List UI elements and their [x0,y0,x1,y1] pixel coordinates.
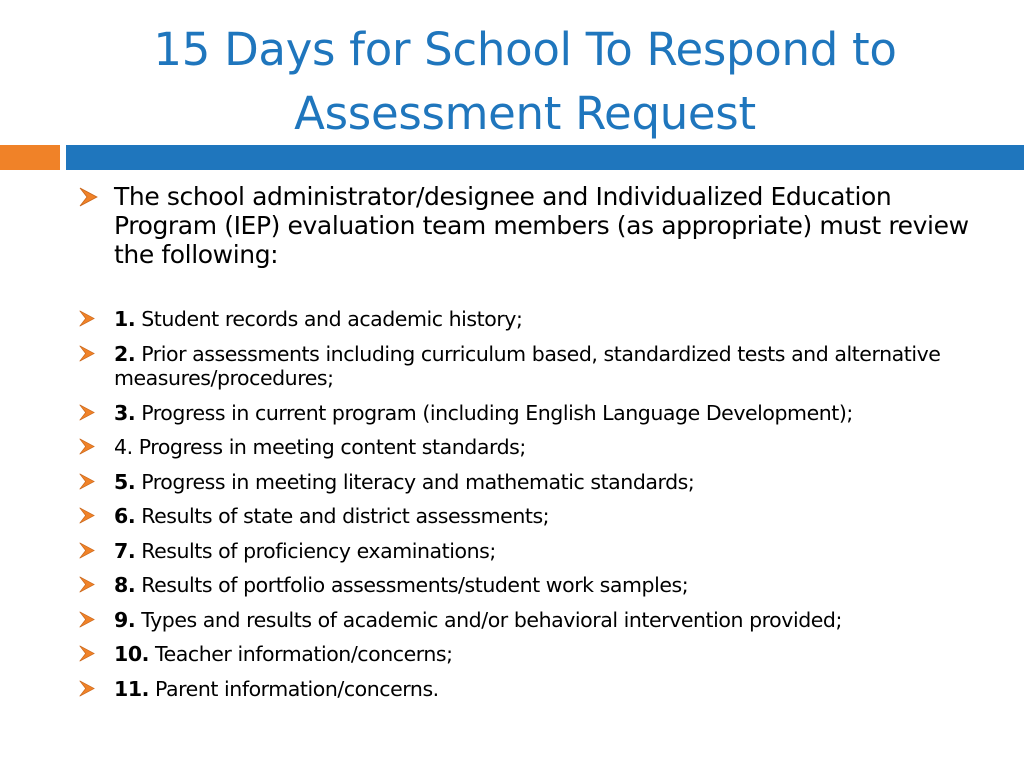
list-item-text [114,539,496,564]
list-item-text [114,573,688,598]
list-item [78,435,978,460]
list-item-number: 2. [114,341,136,366]
list-item-number: 9. [114,607,136,632]
arrowhead-bullet-icon [78,576,95,593]
list-item-number: 7. [114,538,136,563]
list-item-text [114,435,526,460]
list-item [78,342,978,391]
intro-text: The school administrator/designee and Individualized Education Program (IEP) evaluation team members (as appropriate) must review the following: [114,182,969,269]
list-item-number: 6. [114,504,136,528]
list-item [78,608,978,633]
list-item [78,677,978,702]
arrowhead-bullet-icon [78,473,95,490]
arrowhead-bullet-icon [78,310,95,327]
list-item-number: 11. [114,676,149,701]
list-item [78,642,978,667]
list-item-description: Types and results of academic and/or behavioral intervention provided; [135,607,842,632]
arrowhead-bullet-icon [78,645,95,662]
list-item-description: Results of state and district assessments; [135,504,550,528]
list-item-number: 4. [114,435,133,459]
list-item-number: 5. [114,469,136,494]
arrowhead-bullet-icon [78,611,95,628]
arrowhead-bullet-icon [78,680,95,697]
list-item-description: Teacher information/concerns; [148,642,453,666]
list-item-description: Student records and academic history; [135,307,523,331]
arrowhead-bullet-icon [78,542,95,559]
slide-content [78,182,978,711]
list-item-description: Results of portfolio assessments/student work samples; [135,573,689,597]
list-item-text [114,677,439,702]
list-item-description: Parent information/concerns. [148,676,439,701]
list-item-text [114,307,522,332]
list-item-description: Prior assessments including curriculum based, standardized tests and alternative measures/procedures; [114,341,941,390]
arrowhead-bullet-icon [78,404,95,421]
list-item [78,307,978,332]
list-item-number: 10. [114,642,149,666]
list-item-number: 8. [114,573,136,597]
list-item-description: Results of proficiency examinations; [135,538,496,563]
list-item-text [114,642,453,667]
intro-bullet [78,182,978,269]
list-item-description: Progress in meeting content standards; [132,435,526,459]
arrowhead-bullet-icon [78,438,95,455]
list-item-description: Progress in current program (including English Language Development); [135,400,853,425]
list-item [78,504,978,529]
list-item-text [114,608,842,633]
list-item-text [114,401,853,426]
list-item-text [114,470,694,495]
slide-title: 15 Days for School To Respond to Assessment Request [153,23,897,140]
arrowhead-bullet-icon [78,507,95,524]
arrowhead-bullet-icon [78,345,95,362]
list-item-text [114,504,549,529]
accent-bar-orange [0,145,60,170]
list-item [78,470,978,495]
list-item-text [114,342,978,391]
list-item [78,539,978,564]
accent-bar-blue [66,145,1024,170]
review-list [78,307,978,701]
list-item [78,401,978,426]
list-item-number: 1. [114,307,136,331]
list-item-description: Progress in meeting literacy and mathematic standards; [135,469,695,494]
list-item [78,573,978,598]
arrowhead-bullet-icon [78,187,98,207]
list-item-number: 3. [114,400,136,425]
